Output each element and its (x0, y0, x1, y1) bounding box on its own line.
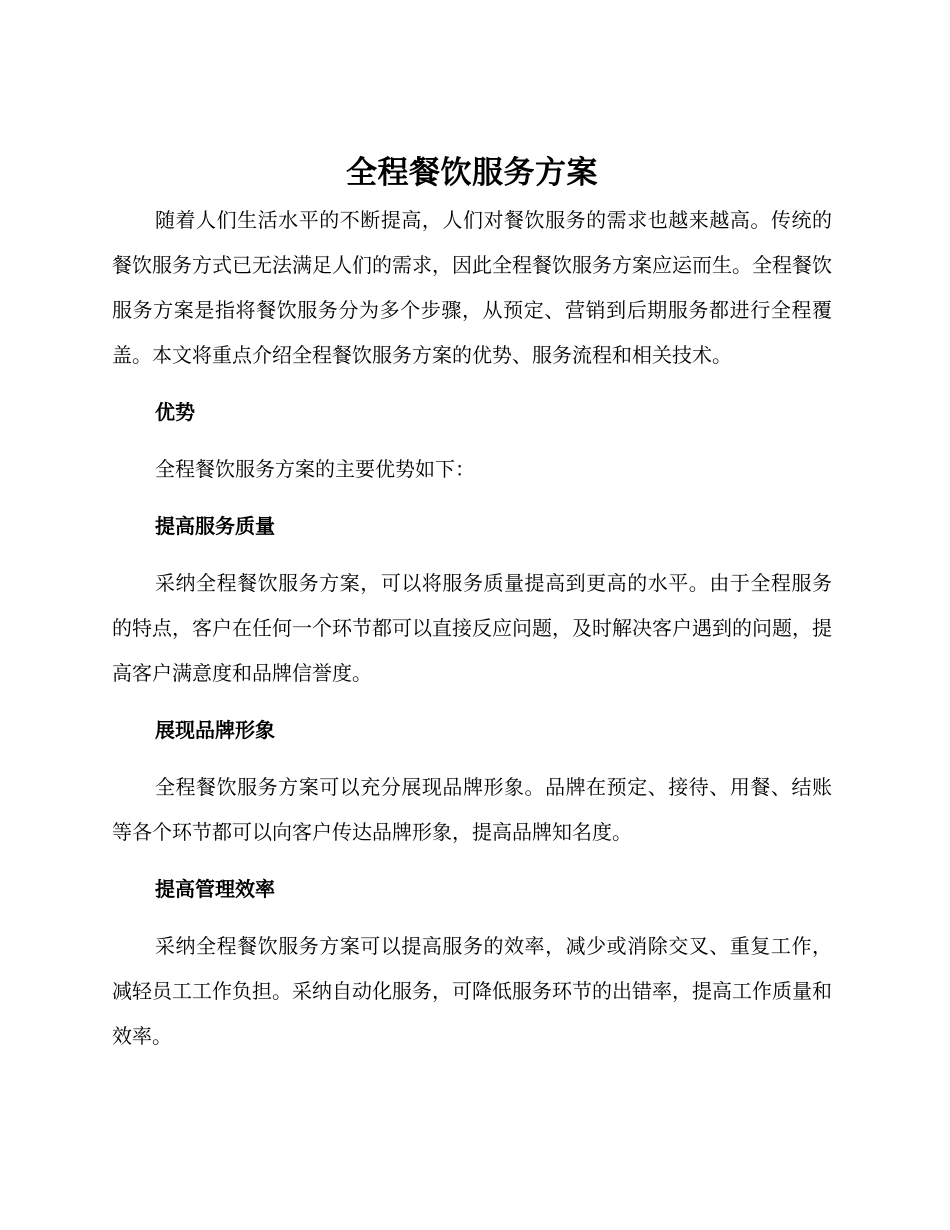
document-page (112, 148, 832, 1059)
advantages-lead-paragraph: 全程餐饮服务方案的主要优势如下： (155, 457, 475, 481)
subsection-heading-management-efficiency: 提高管理效率 (155, 877, 275, 901)
subsection-heading-service-quality: 提高服务质量 (155, 514, 275, 538)
subsection-heading-brand-image: 展现品牌形象 (155, 718, 275, 742)
intro-paragraph: 随着人们生活水平的不断提高，人们对餐饮服务的需求也越来越高。传统的餐饮服务方式已无法满足人们的需求，因此全程餐饮服务方案应运而生。全程餐饮服务方案是指将餐饮服务分为多个步骤，从预定、营销到后期服务都进行全程覆盖。本文将重点介绍全程餐饮服务方案的优势、服务流程和相关技术。 (112, 208, 832, 367)
section-heading-advantages: 优势 (155, 400, 195, 424)
subsection-body-service-quality: 采纳全程餐饮服务方案，可以将服务质量提高到更高的水平。由于全程服务的特点，客户在任何一个环节都可以直接反应问题，及时解决客户遇到的问题，提高客户满意度和品牌信誉度。 (112, 571, 832, 685)
subsection-body-brand-image: 全程餐饮服务方案可以充分展现品牌形象。品牌在预定、接待、用餐、结账等各个环节都可以向客户传达品牌形象，提高品牌知名度。 (112, 775, 832, 844)
subsection-body-management-efficiency: 采纳全程餐饮服务方案可以提高服务的效率，减少或消除交叉、重复工作，减轻员工工作负担。采纳自动化服务，可降低服务环节的出错率，提高工作质量和效率。 (112, 934, 832, 1048)
document-title: 全程餐饮服务方案 (346, 155, 598, 191)
